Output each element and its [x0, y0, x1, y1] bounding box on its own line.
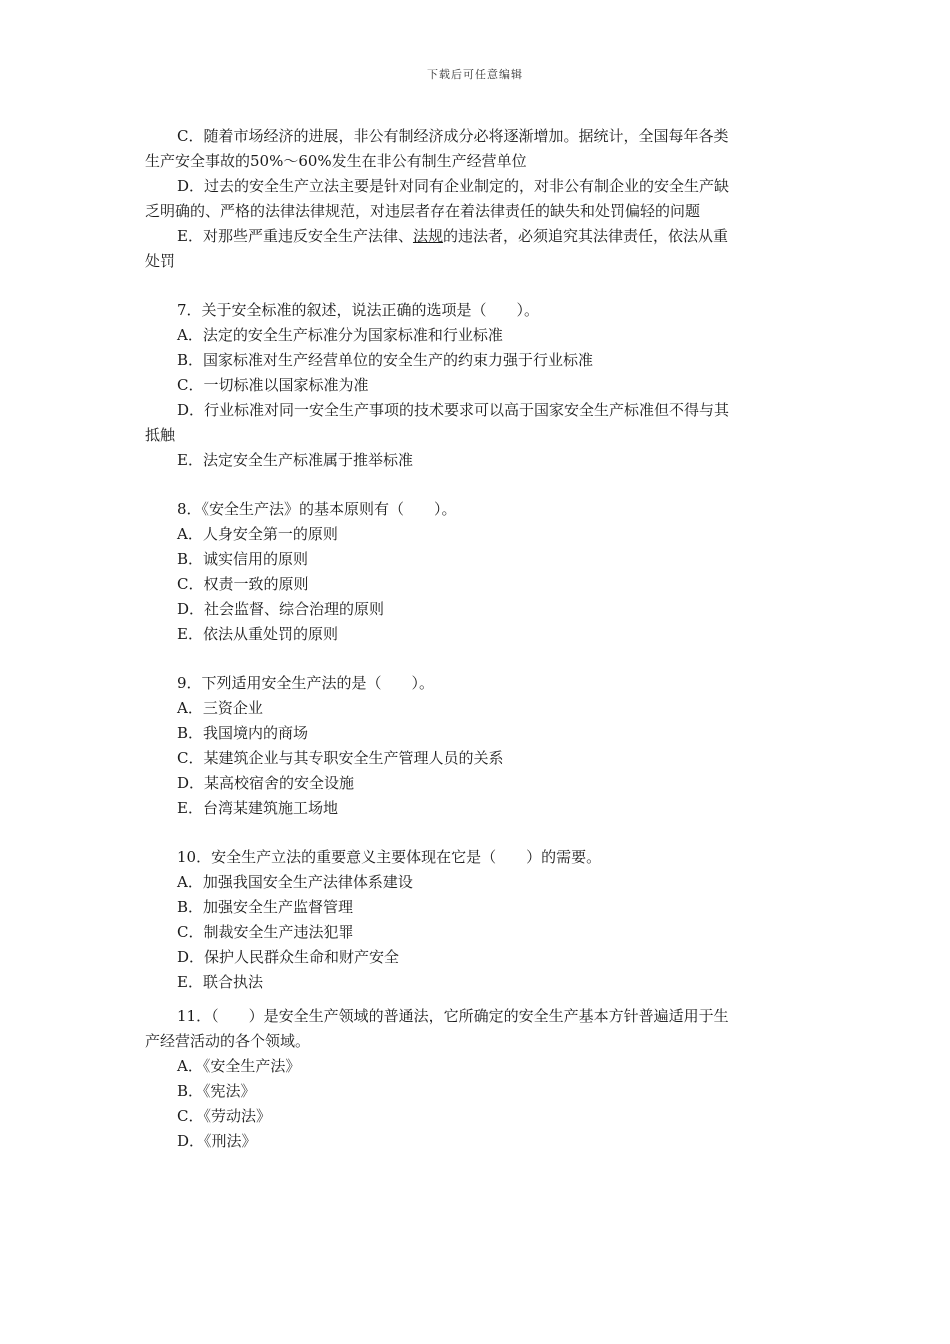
question-10-option-d: D．保护人民群众生命和财产安全: [177, 948, 400, 966]
question-7: [145, 298, 797, 473]
question-10-stem: 10．安全生产立法的重要意义主要体现在它是（ ）的需要。: [177, 848, 602, 866]
option-d-line2: 乏明确的、严格的法律法律规范，对违层者存在着法律责任的缺失和处罚偏轻的问题: [145, 202, 701, 220]
question-7-option-d-line1: D．行业标准对同一安全生产事项的技术要求可以高于国家安全生产标准但不得与其: [177, 401, 730, 419]
question-9-option-b: B．我国境内的商场: [177, 724, 309, 742]
question-7-option-c: C．一切标准以国家标准为准: [177, 376, 369, 394]
question-11-option-b: B．《宪法》: [177, 1082, 256, 1100]
question-11-option-d: D．《刑法》: [177, 1132, 257, 1150]
prev-question-options: [145, 124, 797, 274]
question-10-option-c: C．制裁安全生产违法犯罪: [177, 923, 354, 941]
question-7-option-e: E．法定安全生产标准属于推举标准: [177, 451, 413, 469]
question-11-option-a: A．《安全生产法》: [177, 1057, 301, 1075]
question-9-option-e: E．台湾某建筑施工场地: [177, 799, 338, 817]
question-9-stem: 9．下列适用安全生产法的是（ ）。: [177, 674, 435, 692]
question-7-option-b: B．国家标准对生产经营单位的安全生产的约束力强于行业标准: [177, 351, 594, 369]
question-8-option-a: A．人身安全第一的原则: [177, 525, 338, 543]
question-9-option-c: C．某建筑企业与其专职安全生产管理人员的关系: [177, 749, 504, 767]
option-e-underlined: 法规: [412, 227, 443, 245]
question-7-stem: 7．关于安全标准的叙述，说法正确的选项是（ ）。: [177, 301, 540, 319]
question-8: [145, 497, 797, 647]
option-e-text-b: 的违法者，必须追究其法律责任，依法从重: [442, 227, 728, 245]
option-c-line2: 生产安全事故的50%～60%发生在非公有制生产经营单位: [145, 152, 527, 170]
question-7-option-d-line2: 抵触: [145, 426, 176, 444]
question-11-stem-line2: 产经营活动的各个领域。: [145, 1032, 311, 1050]
question-11-option-c: C．《劳动法》: [177, 1107, 271, 1125]
option-e-line1: [145, 224, 797, 249]
question-10-option-e: E．联合执法: [177, 973, 263, 991]
option-c-line1: C．随着市场经济的进展，非公有制经济成分必将逐渐增加。据统计，全国每年各类: [177, 127, 729, 145]
question-8-option-d: D．社会监督、综合治理的原则: [177, 600, 385, 618]
question-8-option-e: E．依法从重处罚的原则: [177, 625, 338, 643]
question-11: [145, 1004, 797, 1154]
question-8-option-b: B．诚实信用的原则: [177, 550, 309, 568]
question-9-option-d: D．某高校宿舍的安全设施: [177, 774, 355, 792]
question-7-option-a: A．法定的安全生产标准分为国家标准和行业标准: [177, 326, 503, 344]
question-11-stem-line1: 11．（ ）是安全生产领域的普通法，它所确定的安全生产基本方针普遍适用于生: [177, 1007, 729, 1025]
question-10-option-a: A．加强我国安全生产法律体系建设: [177, 873, 413, 891]
option-e-text-a: E．对那些严重违反安全生产法律、: [177, 227, 413, 245]
question-9: [145, 671, 797, 821]
option-d-line1: D．过去的安全生产立法主要是针对同有企业制定的，对非公有制企业的安全生产缺: [177, 177, 730, 195]
question-8-stem: 8．《安全生产法》的基本原则有（ ）。: [177, 500, 457, 518]
question-10: [145, 845, 797, 995]
option-e-line2: 处罚: [145, 252, 176, 270]
document-body: [145, 124, 797, 1154]
question-10-option-b: B．加强安全生产监督管理: [177, 898, 354, 916]
question-8-option-c: C．权责一致的原则: [177, 575, 309, 593]
question-9-option-a: A．三资企业: [177, 699, 263, 717]
page-header: 下载后可任意编辑: [427, 68, 523, 81]
